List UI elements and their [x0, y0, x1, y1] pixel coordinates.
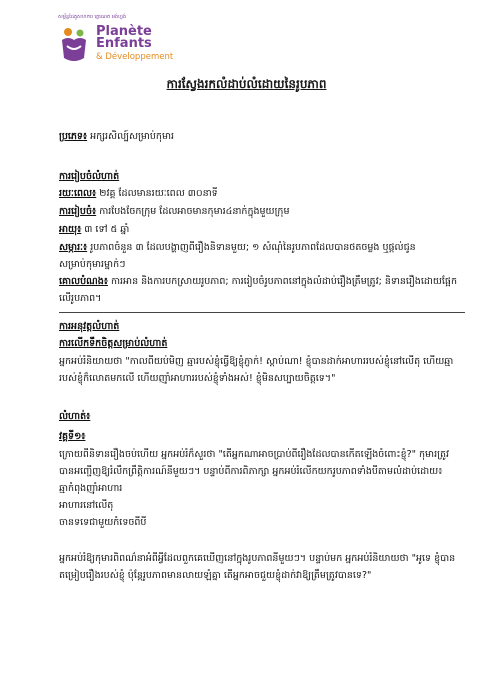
session-paragraph-line-1: ក្រោយពីនិទានរឿងចប់ហើយ អ្នកអប់រំក៏សួរថា "តើអ្នកណាអាចប្រាប់ពីរឿងដែលបានកើតឡើងចំពោះខ្ញុំ?" កុមារត្រូវ [59, 449, 449, 460]
activity-type-row [59, 130, 471, 144]
age-value: ៣ ទៅ ៥ ឆ្នាំ [84, 224, 130, 235]
objective-value: ការអាន និងការបកស្រាយរូបភាព; ការរៀបចំរូបភាពនៅក្នុងលំដាប់រឿងត្រឹមត្រូវ; និទានរឿងដោយផ្អែក [110, 276, 457, 287]
age-label: អាយុ៖ [59, 224, 82, 235]
motivation-heading: ការលើកទឹកចិត្តសម្រាប់លំហាត់ [59, 338, 168, 349]
logo-tagline: សម្ព័ន្ធដៃគូសហការ ភ្លេណេត អង់ហ្វង់ [58, 14, 126, 20]
exercise-heading: លំហាត់៖ [59, 411, 91, 422]
session-1-label: វគ្គទី១៖ [59, 431, 86, 442]
organization-value: ការបែងចែកក្រុម ដែលអាចមានកុមារ៤នាក់ក្នុងមួយក្រុម [99, 206, 290, 217]
conduct-heading: ការអនុវត្តលំហាត់ [59, 321, 120, 332]
organization-row [59, 205, 471, 219]
materials-continuation: សម្រាប់កុមារម្នាក់ៗ [59, 259, 126, 270]
children-logo-icon [58, 24, 90, 64]
closing-paragraph-line-2: តម្រៀបរឿងរបស់ខ្ញុំ ប៉ុន្តែរូបភាពមានលាយឡំគ្នា តើអ្នកអាចជួយខ្ញុំដាក់វាឱ្យត្រឹមត្រូវបានទេ?" [59, 570, 372, 581]
list-item: ឆ្មាកំពុងញ៉ាំអាហារ [59, 483, 123, 494]
duration-label: រយៈពេល៖ [59, 188, 97, 199]
motivation-paragraph-line-1: អ្នកអប់រំនិយាយថា "កាលពីយប់មិញ ឆ្មារបស់ខ្ញុំធ្វើឱ្យខ្ញុំភ្ញាក់! ស្តាប់ណា! ខ្ញុំបានដាក់អាហាររបស់ខ្ញុំនៅលើតុ ហើយឆ្មា [59, 356, 454, 367]
duration-row [59, 187, 471, 201]
organization-label: ការរៀបចំ៖ [59, 206, 97, 217]
motivation-paragraph-line-2: របស់ខ្ញុំក៏លោតមកលើ ហើយញ៉ាំអាហាររបស់ខ្ញុំទាំងអស់! ខ្ញុំមិនសប្បាយចិត្តទេ។" [59, 373, 336, 384]
logo-line-3: & Développement [96, 52, 174, 62]
objective-continuation: លើរូបភាព។ [59, 293, 102, 304]
section-divider [59, 312, 465, 313]
list-item: អាហារនៅលើតុ [59, 500, 114, 511]
organization-logo [58, 14, 238, 80]
objective-label: គោលបំណង៖ [59, 276, 108, 287]
objective-row [59, 275, 471, 289]
activity-type-value: អក្សរសិល្ប៍សម្រាប់កុមារ [90, 131, 175, 142]
materials-label: សម្ភារៈ៖ [59, 242, 88, 253]
closing-paragraph-line-1: អ្នកអប់រំឱ្យកុមារពិពណ៌នាអំពីអ្វីដែលពួកគេឃើញនៅក្នុងរូបភាពនីមួយៗ។ បន្ទាប់មក អ្នកអប់រំនិយាយថា "អូទេ ខ្ញុំបាន [59, 553, 456, 564]
page-title: ការស្វែងរកលំដាប់លំដោយនៃរូបភាព [166, 77, 327, 91]
list-item: ចានទទេជាមួយកំទេចពីបី [59, 517, 147, 528]
prep-heading: ការរៀបចំលំហាត់ [59, 171, 120, 182]
logo-wordmark [96, 26, 173, 63]
age-row [59, 223, 471, 237]
logo-line-2: Enfants [96, 36, 152, 51]
session-paragraph-line-2: បានអញ្ជើញឱ្យរំលឹកព្រឹត្តិការណ៍នីមួយៗ។ បន្ទាប់ពីការពិភាក្សា អ្នកអប់រំលើកយករូបភាពទាំងបីតាមលំដាប់ដោយ៖ [59, 466, 443, 477]
activity-type-label: ប្រភេទ៖ [59, 131, 88, 142]
logo-line-1: Planète [96, 24, 152, 39]
materials-row [59, 241, 471, 255]
duration-value: ២វគ្គ ដែលមានរយៈពេល ៣០នាទី [99, 188, 218, 199]
materials-value: រូបភាពចំនួន ៣ ដែលបង្ហាញពីរឿងនិទានមួយ; ១ សំណុំនៃរូបភាពដែលបានថតចម្លង ឬផ្តល់ជូន [90, 242, 416, 253]
